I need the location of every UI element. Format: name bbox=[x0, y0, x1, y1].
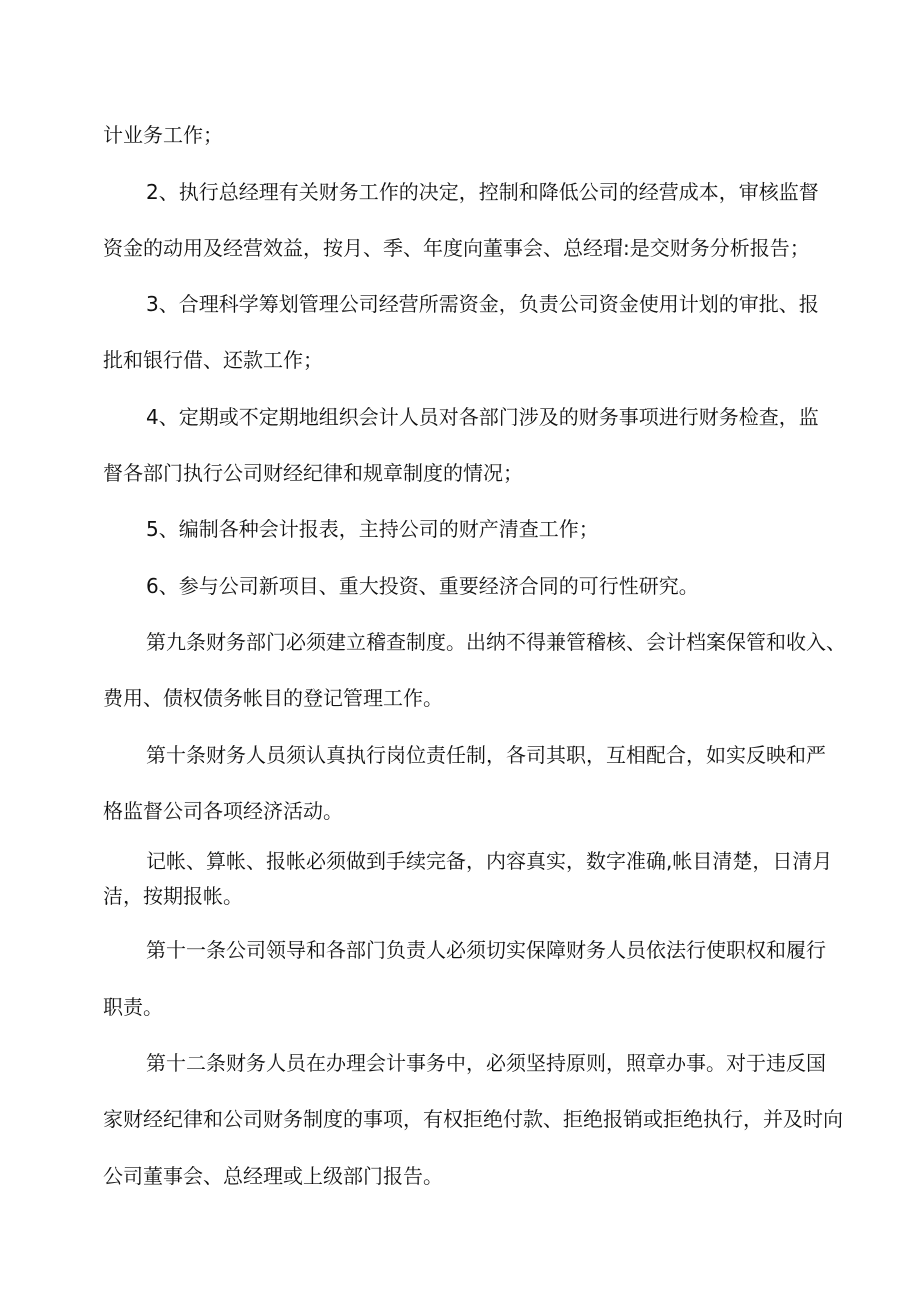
text-line: 5、编制各种会计报表，主持公司的财产清查工作； bbox=[146, 517, 599, 541]
text-line: 职责。 bbox=[103, 995, 163, 1019]
text-line: 6、参与公司新项目、重大投资、重要经济合同的可行性研究。 bbox=[146, 574, 699, 598]
text-line: 第九条财务部门必须建立稽查制度。出纳不得兼管稽核、会计档案保管和收入、 bbox=[146, 630, 846, 654]
text-line: 第十条财务人员须认真执行岗位责任制，各司其职，互相配合，如实反映和严 bbox=[146, 743, 826, 767]
text-line: 费用、债权债务帐目的登记管理工作。 bbox=[103, 686, 443, 710]
text-line: 第十二条财务人员在办理会计事务中，必须坚持原则，照章办事。对于违反国 bbox=[146, 1051, 826, 1075]
text-line: 记帐、算帐、报帐必须做到手续完备，内容真实，数字准确,帐目清楚，日清月 bbox=[146, 849, 833, 873]
text-line: 批和银行借、还款工作； bbox=[103, 348, 323, 372]
text-line: 2、执行总经理有关财务工作的决定，控制和降低公司的经营成本，审核监督 bbox=[146, 180, 819, 204]
text-line: 第十一条公司领导和各部门负责人必须切实保障财务人员依法行使职权和履行 bbox=[146, 938, 826, 962]
text-line: 3、合理科学筹划管理公司经营所需资金，负责公司资金使用计划的审批、报 bbox=[146, 292, 819, 316]
text-line: 洁，按期报帐。 bbox=[103, 884, 243, 908]
text-line: 家财经纪律和公司财务制度的事项，有权拒绝付款、拒绝报销或拒绝执行，并及时向 bbox=[103, 1107, 843, 1131]
text-line: 公司董事会、总经理或上级部门报告。 bbox=[103, 1164, 443, 1188]
text-line: 4、定期或不定期地组织会计人员对各部门涉及的财务事项进行财务检查，监 bbox=[146, 405, 819, 429]
text-line: 格监督公司各项经济活动。 bbox=[103, 799, 343, 823]
text-line: 督各部门执行公司财经纪律和规章制度的情况； bbox=[103, 461, 523, 485]
text-line: 资金的动用及经营效益，按月、季、年度向董事会、总经瑁:是交财务分析报告； bbox=[103, 236, 810, 260]
text-line: 计业务工作； bbox=[103, 123, 223, 147]
